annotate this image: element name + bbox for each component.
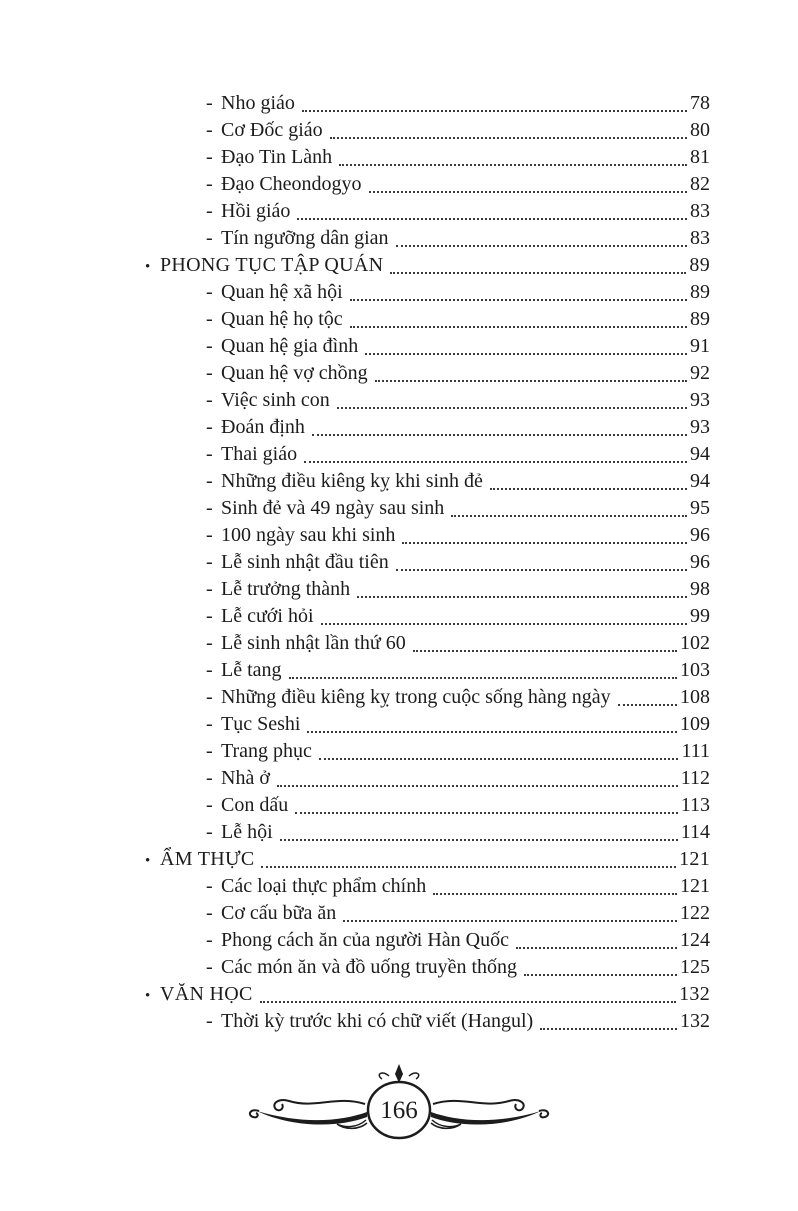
- dash-marker: -: [206, 470, 213, 492]
- toc-sub-row: [145, 657, 710, 684]
- dot-leader: [369, 171, 687, 193]
- dash-marker: -: [206, 227, 213, 249]
- dot-leader: [524, 954, 677, 976]
- toc-sub-row: [145, 684, 710, 711]
- toc-sub-row: [145, 144, 710, 171]
- bullet-marker: •: [145, 988, 151, 1004]
- toc-sub-row: [145, 198, 710, 225]
- toc-section-row: [145, 981, 710, 1008]
- toc-entry-page: 89: [689, 254, 710, 276]
- dot-leader: [330, 117, 687, 139]
- dash-marker: -: [206, 335, 213, 357]
- footer-ornament: [239, 1062, 559, 1150]
- toc-sub-row: [145, 279, 710, 306]
- dot-leader: [261, 846, 676, 868]
- dot-leader: [337, 387, 687, 409]
- toc-entry-label: Quan hệ vợ chồng: [221, 362, 368, 384]
- footer-page-number: 166: [380, 1097, 418, 1124]
- toc-entry-page: 93: [690, 389, 710, 411]
- toc-entry-page: 99: [690, 605, 710, 627]
- toc-entry-label: Nhà ở: [221, 767, 270, 789]
- toc-entry-label: Thai giáo: [221, 443, 298, 465]
- dot-leader: [490, 468, 687, 490]
- toc-entry-page: 102: [680, 632, 710, 654]
- dot-leader: [451, 495, 687, 517]
- toc-sub-row: [145, 441, 710, 468]
- toc-entry-page: 82: [690, 173, 710, 195]
- toc-entry-label: Cơ cấu bữa ăn: [221, 902, 337, 924]
- toc-entry-page: 83: [690, 200, 710, 222]
- toc-entry-label: Những điều kiêng kỵ khi sinh đẻ: [221, 470, 483, 492]
- toc-entry-page: 98: [690, 578, 710, 600]
- toc-entry-page: 112: [680, 767, 710, 789]
- dash-marker: -: [206, 686, 213, 708]
- toc-entry-page: 121: [680, 875, 710, 897]
- toc-sub-row: [145, 792, 710, 819]
- dash-marker: -: [206, 767, 213, 789]
- toc-sub-row: [145, 549, 710, 576]
- dash-marker: -: [206, 578, 213, 600]
- toc-sub-row: [145, 927, 710, 954]
- toc-sub-row: [145, 414, 710, 441]
- dot-leader: [350, 306, 687, 328]
- dot-leader: [339, 144, 687, 166]
- toc-sub-row: [145, 630, 710, 657]
- dot-leader: [304, 441, 687, 463]
- toc-sub-row: [145, 171, 710, 198]
- page-footer: [0, 1062, 798, 1150]
- toc-entry-label: Phong cách ăn của người Hàn Quốc: [221, 929, 509, 951]
- toc-entry-page: 122: [680, 902, 710, 924]
- toc-entry-page: 81: [690, 146, 710, 168]
- dash-marker: -: [206, 929, 213, 951]
- dash-marker: -: [206, 605, 213, 627]
- toc-entry-label: Nho giáo: [221, 92, 295, 114]
- toc-sub-row: [145, 576, 710, 603]
- toc-entry-label: Lễ hội: [221, 821, 273, 843]
- toc-entry-page: 80: [690, 119, 710, 141]
- toc-sub-row: [145, 468, 710, 495]
- toc-sub-row: [145, 819, 710, 846]
- toc-entry-page: 78: [690, 92, 710, 114]
- dash-marker: -: [206, 956, 213, 978]
- dash-marker: -: [206, 902, 213, 924]
- dot-leader: [302, 90, 687, 112]
- toc-sub-row: [145, 873, 710, 900]
- dash-marker: -: [206, 632, 213, 654]
- toc-entry-page: 89: [690, 281, 710, 303]
- toc-sub-row: [145, 117, 710, 144]
- toc-entry-page: 92: [690, 362, 710, 384]
- toc-sub-row: [145, 522, 710, 549]
- toc-sub-row: [145, 360, 710, 387]
- toc-entry-page: 113: [680, 794, 710, 816]
- toc-entry-page: 89: [690, 308, 710, 330]
- dash-marker: -: [206, 146, 213, 168]
- dot-leader: [350, 279, 687, 301]
- toc-entry-label: Những điều kiêng kỵ trong cuộc sống hàng ngày: [221, 686, 611, 708]
- dot-leader: [289, 657, 677, 679]
- dash-marker: -: [206, 308, 213, 330]
- toc-entry-page: 111: [681, 740, 710, 762]
- dot-leader: [516, 927, 677, 949]
- toc-entry-page: 132: [679, 983, 710, 1005]
- toc-entry-page: 108: [680, 686, 710, 708]
- toc-sub-row: [145, 954, 710, 981]
- dash-marker: -: [206, 524, 213, 546]
- dot-leader: [312, 414, 687, 436]
- toc-section-row: [145, 252, 710, 279]
- toc-entry-label: Trang phục: [221, 740, 312, 762]
- dot-leader: [540, 1008, 677, 1030]
- dash-marker: -: [206, 659, 213, 681]
- toc-entry-page: 121: [679, 848, 710, 870]
- toc-entry-page: 96: [690, 524, 710, 546]
- dot-leader: [365, 333, 687, 355]
- toc-entry-page: 103: [680, 659, 710, 681]
- toc-sub-row: [145, 603, 710, 630]
- toc-entry-label: Đoán định: [221, 416, 305, 438]
- dash-marker: -: [206, 389, 213, 411]
- toc-entry-page: 125: [680, 956, 710, 978]
- toc-sub-row: [145, 711, 710, 738]
- toc-entry-page: 93: [690, 416, 710, 438]
- dot-leader: [433, 873, 677, 895]
- toc-sub-row: [145, 333, 710, 360]
- dash-marker: -: [206, 497, 213, 519]
- dash-marker: -: [206, 1010, 213, 1032]
- toc-entry-page: 114: [680, 821, 710, 843]
- dot-leader: [297, 198, 687, 220]
- toc-sub-row: [145, 90, 710, 117]
- dot-leader: [280, 819, 678, 841]
- toc-entry-label: Lễ sinh nhật lần thứ 60: [221, 632, 406, 654]
- dot-leader: [396, 549, 687, 571]
- toc-entry-label: Quan hệ xã hội: [221, 281, 343, 303]
- toc-entry-label: Con dấu: [221, 794, 289, 816]
- toc-entry-label: Thời kỳ trước khi có chữ viết (Hangul): [221, 1010, 534, 1032]
- toc-sub-row: [145, 765, 710, 792]
- toc-entry-label: Quan hệ họ tộc: [221, 308, 343, 330]
- dash-marker: -: [206, 362, 213, 384]
- toc-entry-page: 132: [680, 1010, 710, 1032]
- toc-sub-row: [145, 900, 710, 927]
- toc-entry-label: Việc sinh con: [221, 389, 330, 411]
- toc-entry-page: 109: [680, 713, 710, 735]
- dot-leader: [390, 252, 686, 274]
- dot-leader: [396, 225, 688, 247]
- dash-marker: -: [206, 92, 213, 114]
- dash-marker: -: [206, 119, 213, 141]
- dot-leader: [295, 792, 678, 814]
- dash-marker: -: [206, 875, 213, 897]
- dot-leader: [357, 576, 687, 598]
- dot-leader: [375, 360, 687, 382]
- toc-sub-row: [145, 306, 710, 333]
- toc-entry-label: Lễ sinh nhật đầu tiên: [221, 551, 389, 573]
- dash-marker: -: [206, 173, 213, 195]
- toc-entry-page: 83: [690, 227, 710, 249]
- dash-marker: -: [206, 794, 213, 816]
- dot-leader: [277, 765, 678, 787]
- toc-entry-page: 94: [690, 443, 710, 465]
- toc-entry-label: Đạo Tin Lành: [221, 146, 333, 168]
- toc-sub-row: [145, 387, 710, 414]
- toc-entry-label: Hồi giáo: [221, 200, 291, 222]
- dash-marker: -: [206, 200, 213, 222]
- toc-entry-label: Tục Seshi: [221, 713, 301, 735]
- dot-leader: [319, 738, 679, 760]
- toc-entry-label: ẨM THỰC: [160, 848, 255, 870]
- toc-section-row: [145, 846, 710, 873]
- toc-entry-label: Đạo Cheondogyo: [221, 173, 362, 195]
- dash-marker: -: [206, 416, 213, 438]
- dash-marker: -: [206, 740, 213, 762]
- dot-leader: [618, 684, 677, 706]
- dash-marker: -: [206, 551, 213, 573]
- dash-marker: -: [206, 821, 213, 843]
- toc-sub-row: [145, 495, 710, 522]
- toc-entry-label: Các món ăn và đồ uống truyền thống: [221, 956, 518, 978]
- toc-list: [145, 90, 710, 1035]
- dash-marker: -: [206, 281, 213, 303]
- dot-leader: [413, 630, 677, 652]
- toc-entry-page: 96: [690, 551, 710, 573]
- toc-entry-label: VĂN HỌC: [160, 983, 253, 1005]
- bullet-marker: •: [145, 259, 151, 275]
- dot-leader: [260, 981, 676, 1003]
- toc-entry-label: Quan hệ gia đình: [221, 335, 359, 357]
- toc-entry-label: Lễ trưởng thành: [221, 578, 351, 600]
- toc-entry-page: 124: [680, 929, 710, 951]
- toc-entry-label: Lễ cưới hỏi: [221, 605, 314, 627]
- toc-sub-row: [145, 738, 710, 765]
- dash-marker: -: [206, 713, 213, 735]
- toc-entry-label: Lễ tang: [221, 659, 282, 681]
- toc-entry-label: PHONG TỤC TẬP QUÁN: [160, 254, 384, 276]
- toc-entry-label: Cơ Đốc giáo: [221, 119, 323, 141]
- toc-entry-label: Sinh đẻ và 49 ngày sau sinh: [221, 497, 445, 519]
- dot-leader: [402, 522, 687, 544]
- toc-entry-page: 95: [690, 497, 710, 519]
- dot-leader: [343, 900, 677, 922]
- dot-leader: [307, 711, 677, 733]
- bullet-marker: •: [145, 853, 151, 869]
- dot-leader: [321, 603, 688, 625]
- toc-entry-label: 100 ngày sau khi sinh: [221, 524, 396, 546]
- toc-entry-label: Tín ngưỡng dân gian: [221, 227, 389, 249]
- toc-entry-page: 94: [690, 470, 710, 492]
- dash-marker: -: [206, 443, 213, 465]
- toc-entry-label: Các loại thực phẩm chính: [221, 875, 427, 897]
- toc-sub-row: [145, 1008, 710, 1035]
- toc-sub-row: [145, 225, 710, 252]
- toc-entry-page: 91: [690, 335, 710, 357]
